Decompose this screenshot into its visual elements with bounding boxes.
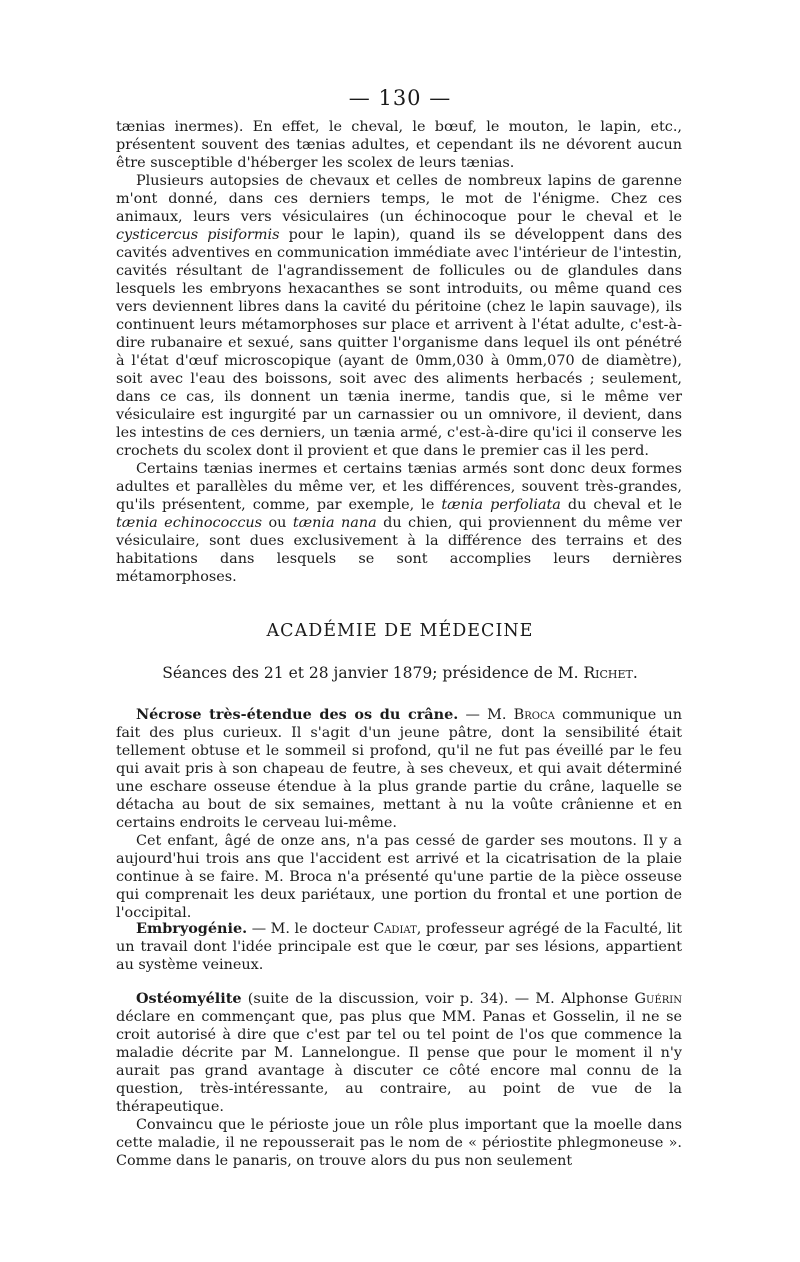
intro-p3-italic-1: tænia perfoliata (441, 497, 561, 513)
intro-p2-italic: cysticercus pisiformis (116, 227, 280, 243)
osteo-heading: Ostéomyélite (136, 990, 242, 1007)
session-end: . (632, 664, 638, 682)
necrose-text-b: communique un fait des plus curieux. Il s'agit d'un jeune pâtre, dont la sensibilité était tellement obtuse et le sommeil si profond, qu'il ne fut pas éveillé par le feu qui avait pris à son chapeau de feutre, à ses cheveux, et qui avait déterminé une eschare osseuse étendue à la plus grande partie du crâne, laquelle se détacha au bout de six semaines, mettant à nu la voûte crânienne et en certains endroits le cerveau lui-même. (116, 707, 682, 831)
necrose-heading: Nécrose très-étendue des os du crâne. (136, 706, 459, 723)
intro-p2-text-b: pour le lapin), quand ils se développent dans des cavités adventives en communication immédiate avec l'intérieur de l'intestin, cavités résultant de l'agrandissement de follicules ou de glandules dans lesquels les embryons hexacanthes se sont introduits, ou même quand ces vers deviennent libres dans la cavité du péritoine (chez le lapin sauvage), ils continuent leurs métamorphoses sur place et arrivent à l'état adulte, c'est-à-dire rubanaire et sexué, sans quitter l'organisme dans lequel ils ont pénétré à l'état d'œuf microscopique (ayant de 0mm,030 à 0mm,070 de diamètre), soit avec l'eau des boissons, soit avec des aliments herbacés ; seulement, dans ce cas, ils donnent un tænia inerme, tandis que, si le même ver vésiculaire est ingurgité par un carnassier ou un omnivore, il devient, dans les intestins de ces derniers, un tænia armé, c'est-à-dire qu'ici il conserve les crochets du scolex dont il provient et que dans le premier cas il les perd. (116, 227, 682, 459)
embryo-paragraph (116, 920, 682, 974)
intro-paragraph-3 (116, 460, 682, 586)
section-title: ACADÉMIE DE MÉDECINE (266, 621, 534, 641)
session-text: Séances des 21 et 28 janvier 1879; présidence de M. (162, 664, 584, 682)
osteo-block (116, 990, 682, 1170)
intro-paragraph-1: tænias inermes). En effet, le cheval, le bœuf, le mouton, le lapin, etc., présentent souvent des tænias adultes, et cependant ils ne dévorent aucun être susceptible d'héberger les scolex de leurs tænias. (116, 119, 682, 171)
necrose-paragraph-1 (116, 706, 682, 832)
page-number: — 130 — (348, 86, 452, 110)
embryo-text-b: , professeur agrégé de la Faculté, lit un travail dont l'idée principale est que le cœur, par ses lésions, appartient au système veineux. (116, 921, 683, 973)
intro-p3-italic-3: tænia nana (292, 515, 377, 531)
embryo-heading: Embryogénie. (136, 920, 248, 937)
osteo-paragraph-1 (116, 990, 682, 1116)
embryo-block (116, 920, 682, 974)
osteo-paragraph-2: Convaincu que le périoste joue un rôle plus important que la moelle dans cette maladie, il ne repousserait pas le nom de « périostite phlegmoneuse ». Comme dans le panaris, on trouve alors du pus non seulement (116, 1117, 682, 1169)
session-line (0, 664, 800, 682)
intro-p3-text-b: du cheval et le (560, 497, 682, 513)
intro-p3-text-d: du chien, qui proviennent du même ver vésiculaire, sont dues exclusivement à la différence des terrains et des habitations dans lesquels se sont accomplies leurs dernières métamorphoses. (116, 515, 682, 585)
session-president: Richet (583, 664, 633, 682)
osteo-text-b: déclare en commençant que, pas plus que MM. Panas et Gosselin, il ne se croit autorisé à dire que c'est par tel ou tel point de l'os que commence la maladie décrite par M. Lannelongue. Il pense que pour le moment il n'y aurait pas grand avantage à discuter ce côté encore mal connu de la question, très-intéressante, au contraire, au point de vue de la thérapeutique. (116, 1009, 682, 1115)
intro-p3-italic-2: tænia echinococcus (116, 515, 263, 531)
necrose-block (116, 706, 682, 922)
intro-p3-text-c: ou (262, 515, 293, 531)
osteo-author: Guérin (634, 991, 682, 1007)
embryo-author: Cadiat (373, 921, 417, 937)
intro-paragraph-2 (116, 172, 682, 460)
embryo-text-a: — M. le docteur (247, 921, 374, 937)
osteo-text-a: (suite de la discussion, voir p. 34). — M. Alphonse (241, 991, 635, 1007)
necrose-text-a: — M. (458, 707, 514, 723)
necrose-paragraph-2: Cet enfant, âgé de onze ans, n'a pas cessé de garder ses moutons. Il y a aujourd'hui trois ans que l'accident est arrivé et la cicatrisation de la plaie continue à se faire. M. Broca n'a présenté qu'une partie de la pièce osseuse qui comprenait les deux pariétaux, une portion du frontal et une portion de l'occipital. (116, 833, 682, 921)
intro-block (116, 118, 682, 586)
intro-p2-text-a: Plusieurs autopsies de chevaux et celles de nombreux lapins de garenne m'ont donné, dans ces derniers temps, le mot de l'énigme. Chez ces animaux, leurs vers vésiculaires (un échinocoque pour le cheval et le (116, 173, 682, 225)
necrose-author: Broca (513, 707, 555, 723)
intro-p3-text-a: Certains tænias inermes et certains tænias armés sont donc deux formes adultes et parallèles du même ver, et les différences, souvent très-grandes, qu'ils présentent, comme, par exemple, le (116, 461, 682, 513)
